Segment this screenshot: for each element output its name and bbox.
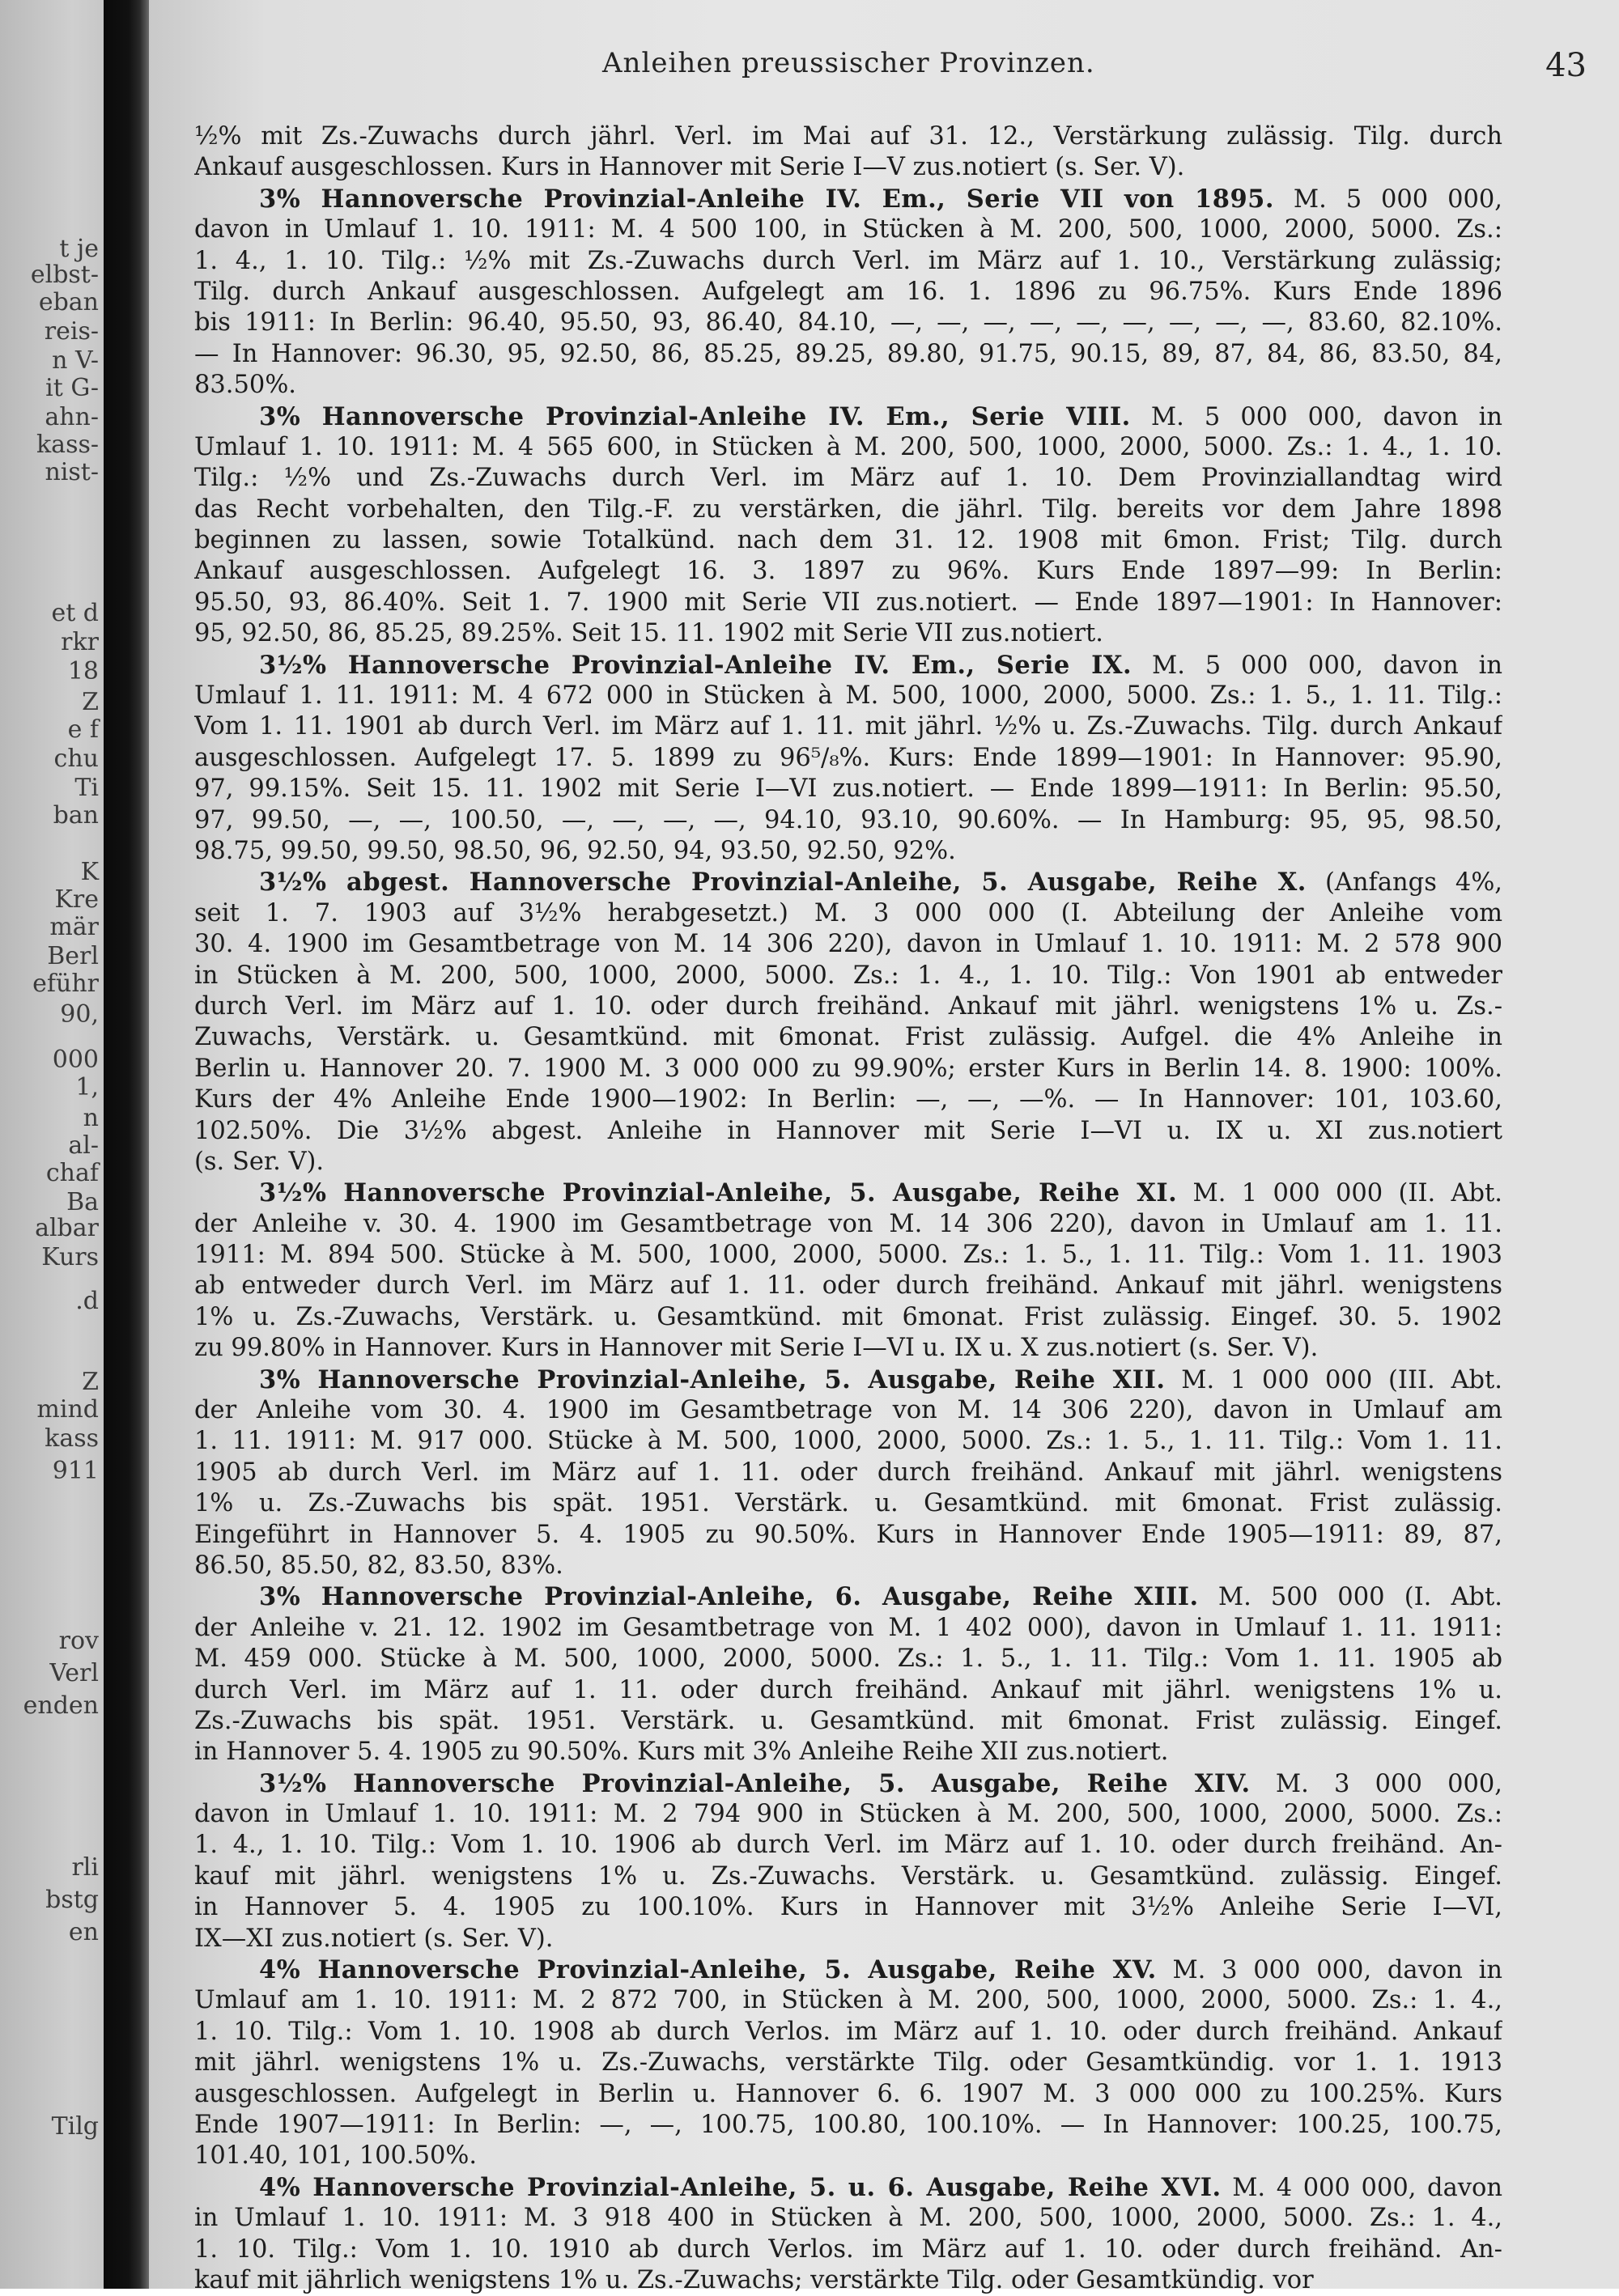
- text-line: bis 1911: In Berlin: 96.40, 95.50, 93, 86.40, 84.10, —, —, —, —, —, —, —, —, —, 83.60, 82.10%.: [194, 308, 1502, 337]
- facing-page-fragment: K: [80, 858, 99, 886]
- facing-page-fragment: ahn-: [45, 403, 99, 431]
- facing-page-fragment: chu: [53, 745, 99, 773]
- facing-page-fragment: ban: [53, 801, 99, 830]
- facing-page-fragment: 90,: [60, 1000, 99, 1029]
- facing-page-fragment: chaf: [45, 1159, 99, 1187]
- text-line: Umlauf am 1. 10. 1911: M. 2 872 700, in Stücken à M. 200, 500, 1000, 2000, 5000. Zs.: 1. 4.,: [194, 1986, 1502, 2015]
- text-line: ab entweder durch Verl. im März auf 1. 11. oder durch freihänd. Ankauf mit jährl. wenigstens: [194, 1271, 1502, 1301]
- facing-page-fragment: rli: [71, 1853, 99, 1882]
- facing-page-fragment: kass-: [36, 431, 99, 459]
- facing-page-fragment: rkr: [61, 628, 99, 656]
- text-line: 95, 92.50, 86, 85.25, 89.25%. Seit 15. 11. 1902 mit Serie VII zus.notiert.: [194, 619, 1103, 648]
- facing-page-fragment: kass: [45, 1424, 99, 1453]
- entry-heading-amount: (Anfangs 4%,: [1324, 868, 1502, 898]
- facing-page-fragment: Ti: [74, 774, 99, 802]
- text-line: 1. 4., 1. 10. Tilg.: ½% mit Zs.-Zuwachs durch Verl. im März auf 1. 10., Verstärkung zulässig;: [194, 246, 1502, 275]
- facing-page-fragment: e f: [67, 715, 99, 744]
- facing-page-fragment: Verl: [49, 1659, 99, 1687]
- text-line: Ankauf ausgeschlossen. Aufgelegt 16. 3. 1897 zu 96%. Kurs Ende 1897—99: In Berlin:: [194, 557, 1502, 586]
- facing-page-fragment: elbst-: [30, 261, 99, 289]
- entry-heading-amount: M. 3 000 000,: [1275, 1769, 1502, 1798]
- entry-first-line: [194, 1364, 1502, 1395]
- text-line: beginnen zu lassen, sowie Totalkünd. nach dem 31. 12. 1908 mit 6mon. Frist; Tilg. durch: [194, 526, 1502, 555]
- facing-page-fragment: eban: [38, 288, 99, 316]
- text-line: 95.50, 93, 86.40%. Seit 1. 7. 1900 mit Serie VII zus.notiert. — Ende 1897—1901: In Hannover:: [194, 588, 1502, 617]
- facing-page-fragment: mär: [49, 913, 99, 941]
- entry-heading: 3½% Hannoversche Provinzial-Anleihe IV. Em., Serie IX.: [259, 650, 1132, 680]
- text-line: mit jährl. wenigstens 1% u. Zs.-Zuwachs, verstärkte Tilg. oder Gesamtkündig. vor 1. 1. 1913: [194, 2048, 1502, 2077]
- entry-heading: 4% Hannoversche Provinzial-Anleihe, 5. Ausgabe, Reihe XV.: [259, 1955, 1157, 1985]
- facing-page-fragment: et d: [51, 599, 99, 627]
- facing-page-fragment: Z: [82, 688, 99, 716]
- facing-page-fragment: al-: [68, 1131, 99, 1160]
- entry-heading-amount: M. 1 000 000 (III. Abt.: [1181, 1365, 1502, 1394]
- page-number: 43: [1545, 47, 1587, 84]
- facing-page-fragment: reis-: [44, 317, 99, 346]
- book-page: [149, 0, 1619, 2294]
- text-line: 1. 10. Tilg.: Vom 1. 10. 1910 ab durch Verlos. im März auf 1. 10. oder durch freihänd. An-: [194, 2234, 1502, 2264]
- facing-page-fragment: rov: [58, 1627, 99, 1655]
- text-line: Ankauf ausgeschlossen. Kurs in Hannover mit Serie I—V zus.notiert (s. Ser. V).: [194, 153, 1185, 182]
- facing-page-fragment: Ba: [66, 1188, 99, 1216]
- text-line: 30. 4. 1900 im Gesamtbetrage von M. 14 306 220), davon in Umlauf 1. 10. 1911: M. 2 578 900: [194, 930, 1502, 959]
- bond-entry-serie-viii: [194, 401, 1502, 650]
- text-line: durch Verl. im März auf 1. 11. oder durch freihänd. Ankauf mit jährl. wenigstens 1% u.: [194, 1675, 1502, 1704]
- text-line: Eingeführt in Hannover 5. 4. 1905 zu 90.50%. Kurs in Hannover Ende 1905—1911: 89, 87,: [194, 1520, 1502, 1549]
- text-line: Zuwachs, Verstärk. u. Gesamtkünd. mit 6monat. Frist zulässig. Aufgel. die 4% Anleihe in: [194, 1023, 1502, 1052]
- facing-page-fragment: eführ: [32, 970, 99, 998]
- entry-heading-amount: M. 5 000 000, davon in: [1151, 651, 1502, 680]
- facing-page-fragment: albar: [35, 1214, 99, 1242]
- entry-heading-amount: M. 3 000 000, davon in: [1172, 1956, 1502, 1985]
- running-title: Anleihen preussischer Provinzen.: [602, 47, 1095, 79]
- page-body: [194, 121, 1502, 2296]
- facing-page-fragment: .d: [75, 1287, 99, 1315]
- entry-first-line: [194, 1178, 1502, 1208]
- bond-entry-reihe-xi: [194, 1178, 1502, 1364]
- bond-entry-reihe-xvi: [194, 2172, 1502, 2296]
- bond-entry-reihe-xii: [194, 1364, 1502, 1582]
- text-line: Kurs der 4% Anleihe Ende 1900—1902: In Berlin: —, —, —%. — In Hannover: 101, 103.60,: [194, 1085, 1502, 1114]
- text-line: Umlauf 1. 11. 1911: M. 4 672 000 in Stücken à M. 500, 1000, 2000, 5000. Zs.: 1. 5., 1. 11. Tilg.:: [194, 681, 1502, 711]
- text-line: 1% u. Zs.-Zuwachs bis spät. 1951. Verstärk. u. Gesamtkünd. mit 6monat. Frist zulässig.: [194, 1489, 1502, 1518]
- entry-heading-amount: M. 500 000 (I. Abt.: [1217, 1583, 1502, 1612]
- text-line: 86.50, 85.50, 82, 83.50, 83%.: [194, 1551, 563, 1580]
- text-line: in Hannover 5. 4. 1905 zu 90.50%. Kurs mit 3% Anleihe Reihe XII zus.notiert.: [194, 1738, 1169, 1767]
- entry-heading: 3% Hannoversche Provinzial-Anleihe IV. Em., Serie VII von 1895.: [259, 184, 1275, 214]
- text-line: Vom 1. 11. 1901 ab durch Verl. im März auf 1. 11. mit jährl. ½% u. Zs.-Zuwachs. Tilg. durch Ankauf: [194, 712, 1502, 741]
- text-line: der Anleihe vom 30. 4. 1900 im Gesamtbetrage von M. 14 306 220), davon in Umlauf am: [194, 1396, 1502, 1425]
- text-line: das Recht vorbehalten, den Tilg.-F. zu verstärken, die jährl. Tilg. bereits vor dem Jahre 1898: [194, 494, 1502, 524]
- bond-entry-reihe-xiv: [194, 1768, 1502, 1954]
- entry-first-line: [194, 867, 1502, 898]
- text-line: seit 1. 7. 1903 auf 3½% herabgesetzt.) M. 3 000 000 (I. Abteilung der Anleihe vom: [194, 898, 1502, 927]
- text-line: 1. 4., 1. 10. Tilg.: Vom 1. 10. 1906 ab durch Verl. im März auf 1. 10. oder durch freihänd. An-: [194, 1831, 1502, 1860]
- facing-page-fragment: mind: [36, 1395, 99, 1424]
- entry-first-line: [194, 1581, 1502, 1612]
- facing-page-fragment: Berl: [47, 942, 99, 970]
- facing-page-fragment: 000: [52, 1046, 99, 1074]
- facing-page-fragment: Z: [82, 1368, 99, 1396]
- text-line: 98.75, 99.50, 99.50, 98.50, 96, 92.50, 94, 93.50, 92.50, 92%.: [194, 836, 956, 865]
- text-line: 1905 ab durch Verl. im März auf 1. 11. oder durch freihänd. Ankauf mit jährl. wenigstens: [194, 1458, 1502, 1487]
- text-line: kauf mit jährl. wenigstens 1% u. Zs.-Zuwachs. Verstärk. u. Gesamtkünd. zulässig. Eingef.: [194, 1861, 1502, 1891]
- entry-heading-amount: M. 5 000 000, davon in: [1150, 402, 1502, 431]
- text-line: 1% u. Zs.-Zuwachs, Verstärk. u. Gesamtkünd. mit 6monat. Frist zulässig. Eingef. 30. 5. 1902: [194, 1302, 1502, 1331]
- entry-heading: 3% Hannoversche Provinzial-Anleihe, 6. Ausgabe, Reihe XIII.: [259, 1582, 1199, 1612]
- running-header: [149, 47, 1619, 87]
- text-line: zu 99.80% in Hannover. Kurs in Hannover mit Serie I—VI u. IX u. X zus.notiert (s. Ser. V).: [194, 1334, 1319, 1363]
- text-line: — In Hannover: 96.30, 95, 92.50, 86, 85.25, 89.25, 89.80, 91.75, 90.15, 89, 87, 84, 86, 83.50, 84,: [194, 339, 1502, 368]
- entry-heading: 4% Hannoversche Provinzial-Anleihe, 5. u. 6. Ausgabe, Reihe XVI.: [259, 2172, 1222, 2202]
- text-line: IX—XI zus.notiert (s. Ser. V).: [194, 1924, 554, 1953]
- entry-first-line: [194, 184, 1502, 214]
- bond-entry-serie-vii: [194, 184, 1502, 401]
- text-line: 97, 99.50, —, —, 100.50, —, —, —, —, 94.10, 93.10, 90.60%. — In Hamburg: 95, 95, 98.50,: [194, 805, 1502, 834]
- entry-heading-amount: M. 5 000 000,: [1293, 185, 1502, 214]
- entry-heading: 3½% Hannoversche Provinzial-Anleihe, 5. Ausgabe, Reihe XI.: [259, 1178, 1178, 1208]
- text-line: 101.40, 101, 100.50%.: [194, 2141, 478, 2171]
- facing-page-fragment: it G-: [45, 374, 99, 402]
- text-line: 1911: M. 894 500. Stücke à M. 500, 1000, 2000, 5000. Zs.: 1. 5., 1. 11. Tilg.: Vom 1. 11. 1903: [194, 1241, 1502, 1270]
- entry-first-line: [194, 650, 1502, 681]
- entry-heading-amount: M. 4 000 000, davon: [1232, 2173, 1502, 2202]
- facing-page-fragment: n: [83, 1104, 99, 1132]
- text-line: durch Verl. im März auf 1. 10. oder durch freihänd. Ankauf mit jährl. wenigstens 1% u. Zs.-: [194, 991, 1502, 1021]
- text-line: Tilg. durch Ankauf ausgeschlossen. Aufgelegt am 16. 1. 1896 zu 96.75%. Kurs Ende 1896: [194, 277, 1502, 306]
- text-line: 83.50%.: [194, 371, 296, 400]
- text-line: der Anleihe v. 30. 4. 1900 im Gesamtbetrage von M. 14 306 220), davon in Umlauf am 1. 11.: [194, 1209, 1502, 1238]
- facing-page-fragment: en: [68, 1918, 99, 1946]
- text-line: 1. 10. Tilg.: Vom 1. 10. 1908 ab durch Verlos. im März auf 1. 10. oder durch freihänd. Ankauf: [194, 2017, 1502, 2046]
- entry-heading: 3½% Hannoversche Provinzial-Anleihe, 5. Ausgabe, Reihe XIV.: [259, 1768, 1251, 1798]
- text-line: davon in Umlauf 1. 10. 1911: M. 4 500 100, in Stücken à M. 200, 500, 1000, 2000, 5000. Zs.:: [194, 215, 1502, 244]
- facing-page-fragment: enden: [23, 1691, 99, 1720]
- text-line: 102.50%. Die 3½% abgest. Anleihe in Hannover mit Serie I—VI u. IX u. XI zus.notiert: [194, 1116, 1502, 1145]
- facing-page-edge: [0, 0, 104, 2289]
- text-line: in Umlauf 1. 10. 1911: M. 3 918 400 in Stücken à M. 200, 500, 1000, 2000, 5000. Zs.: 1. 4.,: [194, 2204, 1502, 2233]
- text-line: Zs.-Zuwachs bis spät. 1951. Verstärk. u. Gesamtkünd. mit 6monat. Frist zulässig. Eingef.: [194, 1706, 1502, 1735]
- entry-heading: 3% Hannoversche Provinzial-Anleihe, 5. Ausgabe, Reihe XII.: [259, 1364, 1166, 1394]
- entry-first-line: [194, 1954, 1502, 1985]
- book-gutter-shadow: [104, 0, 149, 2289]
- bond-entry-serie-ix: [194, 650, 1502, 868]
- text-line: der Anleihe v. 21. 12. 1902 im Gesamtbetrage von M. 1 402 000), davon in Umlauf 1. 11. 1911:: [194, 1613, 1502, 1642]
- facing-page-fragment: 911: [52, 1457, 99, 1485]
- entry-heading: 3% Hannoversche Provinzial-Anleihe IV. Em., Serie VIII.: [259, 401, 1131, 431]
- facing-page-fragment: nist-: [45, 458, 99, 486]
- facing-page-fragment: Kurs: [41, 1243, 99, 1271]
- facing-page-fragment: Tilg: [51, 2112, 99, 2141]
- text-line: in Stücken à M. 200, 500, 1000, 2000, 5000. Zs.: 1. 4., 1. 10. Tilg.: Von 1901 ab entweder: [194, 961, 1502, 990]
- entry-heading: 3½% abgest. Hannoversche Provinzial-Anleihe, 5. Ausgabe, Reihe X.: [259, 868, 1307, 898]
- text-line: M. 459 000. Stücke à M. 500, 1000, 2000, 5000. Zs.: 1. 5., 1. 11. Tilg.: Vom 1. 11. 1905 ab: [194, 1645, 1502, 1674]
- text-line: in Hannover 5. 4. 1905 zu 100.10%. Kurs in Hannover mit 3½% Anleihe Serie I—VI,: [194, 1893, 1502, 1922]
- text-line: davon in Umlauf 1. 10. 1911: M. 2 794 900 in Stücken à M. 200, 500, 1000, 2000, 5000. Zs.:: [194, 1800, 1502, 1829]
- text-line: (s. Ser. V).: [194, 1147, 325, 1176]
- text-line: Tilg.: ½% und Zs.-Zuwachs durch Verl. im März auf 1. 10. Dem Provinziallandtag wird: [194, 464, 1502, 493]
- bond-entry-reihe-xv: [194, 1954, 1502, 2172]
- text-line: 1. 11. 1911: M. 917 000. Stücke à M. 500, 1000, 2000, 5000. Zs.: 1. 5., 1. 11. Tilg.: Vom 1. 11.: [194, 1427, 1502, 1456]
- text-line: Berlin u. Hannover 20. 7. 1900 M. 3 000 000 zu 99.90%; erster Kurs in Berlin 14. 8. 1900: 100%.: [194, 1054, 1502, 1083]
- text-line: 97, 99.15%. Seit 15. 11. 1902 mit Serie I—VI zus.notiert. — Ende 1899—1911: In Berlin: 95.50,: [194, 775, 1502, 804]
- facing-page-fragment: 1,: [75, 1073, 99, 1101]
- text-line: ½% mit Zs.-Zuwachs durch jährl. Verl. im Mai auf 31. 12., Verstärkung zulässig. Tilg. durch: [194, 122, 1502, 151]
- entry-heading-amount: M. 1 000 000 (II. Abt.: [1192, 1179, 1502, 1208]
- text-line: kauf mit jährlich wenigstens 1% u. Zs.-Zuwachs; verstärkte Tilg. oder Gesamtkündig. vor: [194, 2265, 1314, 2294]
- facing-page-fragment: bstg: [45, 1886, 99, 1914]
- bond-entry-continuation: [194, 121, 1502, 184]
- text-line: ausgeschlossen. Aufgelegt in Berlin u. Hannover 6. 6. 1907 M. 3 000 000 zu 100.25%. Kurs: [194, 2079, 1502, 2108]
- entry-first-line: [194, 2172, 1502, 2203]
- entry-first-line: [194, 401, 1502, 432]
- facing-page-fragment: t je: [59, 235, 99, 263]
- facing-page-fragment: 18: [67, 657, 99, 685]
- facing-page-fragment: n V-: [52, 346, 99, 375]
- text-line: Ende 1907—1911: In Berlin: —, —, 100.75, 100.80, 100.10%. — In Hannover: 100.25, 100.75,: [194, 2111, 1502, 2139]
- bond-entry-reihe-xiii: [194, 1581, 1502, 1768]
- text-line: ausgeschlossen. Aufgelegt 17. 5. 1899 zu 96⁵/₈%. Kurs: Ende 1899—1901: In Hannover: 95.90,: [194, 743, 1502, 772]
- entry-first-line: [194, 1768, 1502, 1799]
- text-line: Umlauf 1. 10. 1911: M. 4 565 600, in Stücken à M. 200, 500, 1000, 2000, 5000. Zs.: 1. 4., 1. 10.: [194, 432, 1502, 461]
- bond-entry-reihe-x: [194, 867, 1502, 1178]
- facing-page-fragment: Kre: [54, 885, 99, 914]
